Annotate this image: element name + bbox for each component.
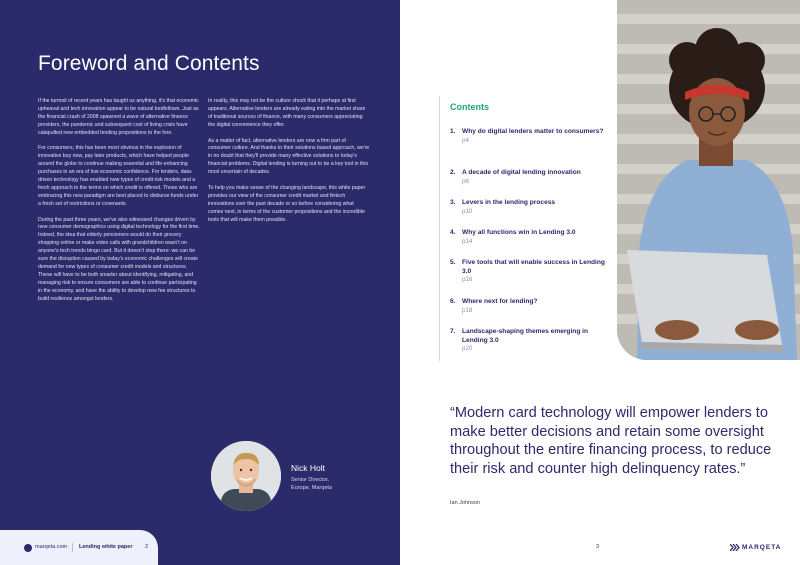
footer-site-link[interactable]: marqeta.com — [35, 544, 68, 550]
toc-number: 7. — [450, 328, 456, 335]
author-name: Nick Holt — [291, 463, 326, 473]
toc-heading: A decade of digital lending innovation — [462, 169, 581, 176]
toc-number: 2. — [450, 169, 456, 176]
author-role-line: Senior Director, — [291, 477, 329, 483]
toc-number: 4. — [450, 229, 456, 236]
toc-item[interactable] — [450, 259, 605, 285]
toc-item[interactable] — [450, 229, 605, 246]
toc-heading: Why do digital lenders matter to consumers? — [462, 128, 604, 135]
foreword-column-1 — [38, 98, 200, 311]
toc-page: p14 — [462, 237, 473, 245]
author-photo — [211, 441, 281, 511]
paragraph: In reality, this may not be the culture shock that it perhaps at first appears. Alternative lenders are already eating into the market share of traditional sources of finance, with many consumers appreciating the digital convenience they offer. — [208, 98, 366, 128]
footer-divider — [72, 543, 73, 552]
author-role — [291, 476, 381, 492]
toc-heading: Five tools that will enable success in Lending 3.0 — [462, 259, 605, 275]
right-page-number: 3 — [596, 544, 600, 550]
toc-item[interactable] — [450, 128, 605, 145]
toc-item[interactable] — [450, 169, 605, 186]
footer-document-title: Lending white paper — [79, 544, 133, 550]
paragraph: If the turmoil of recent years has taught us anything, it's that economic upheaval and tech innovation appear to be natural bedfellows. Just as the financial crash of 2008 spawned a wave of alternative finance providers, the pandemic and subsequent cost of living crisis have catapulted new embedded lending propositions to the fore. — [38, 98, 199, 136]
toc-page: p16 — [462, 276, 473, 284]
toc-heading: Why all functions win in Lending 3.0 — [462, 229, 576, 236]
left-page-number: 2 — [145, 544, 149, 550]
quote-author: Ian Johnson — [450, 500, 480, 506]
marqeta-logo-icon — [24, 544, 32, 552]
toc-number: 3. — [450, 199, 456, 206]
paragraph: To help you make sense of the changing landscape, this white paper provides our view of the consumer credit market and fintech innovations over the past decade or so before considering what comes next, in terms of the customer propositions and the incredible tools that will make them possible. — [208, 184, 366, 223]
toc-heading: Levers in the lending process — [462, 199, 556, 206]
toc-page: p6 — [462, 177, 469, 185]
hero-photo — [617, 0, 800, 360]
paragraph: During the past three years, we've also witnessed changes driven by new consumer demographics using digital technology for the first time. Indeed, the idea that elderly pensioners would do their grocery shopping online or make video calls with grandchildren wasn't on anyone's tech trends bingo card. But it doesn't stop there: we can be sure the disruption caused by today's economic challenges will create demand for new types of consumer credit models and structures. These will have to be both smarter about identifying, mitigating, and managing risk to ensure consumers are able to continue participating in the economy, and have the ability to develop new fee structures to build resilience amongst lenders. — [38, 216, 200, 302]
author-role-line: Europe, Marqeta — [291, 485, 332, 491]
marqeta-brand-mark-icon — [730, 544, 740, 551]
toc-heading: Where next for lending? — [462, 298, 538, 305]
toc-page: p20 — [462, 345, 473, 353]
toc-page: p10 — [462, 207, 473, 215]
marqeta-brand-logo — [730, 544, 781, 551]
toc-page: p4 — [462, 136, 469, 144]
toc-item[interactable] — [450, 199, 605, 216]
toc-page: p18 — [462, 306, 473, 314]
contents-title: Contents — [450, 102, 489, 112]
toc-number: 6. — [450, 298, 456, 305]
brand-name: MARQETA — [742, 544, 782, 552]
contents-divider — [439, 96, 440, 361]
paragraph: For consumers, this has been most obvious in the explosion of innovative buy now, pay later products, which have helped people around the globe to continue making essential and life-enhancing purchases in an era of low economic confidence. For lenders, data-driven technology has enabled new types of credit risk models and a fresh approach to the terms on which credit is offered. Those who are embracing this new paradigm are best placed to disburse funds under a fresh set of restrictions or covenants. — [38, 145, 199, 207]
toc-item[interactable] — [450, 328, 605, 354]
foreword-column-2 — [208, 98, 370, 232]
toc-item[interactable] — [450, 298, 605, 315]
paragraph: As a matter of fact, alternative lenders are now a firm part of consumer culture. And thanks to their solutions based approach, we're in no doubt that they'll provide many effective solutions to today's financial problems. Digital lending is turning out to be a key tool in this most uncertain of decades. — [208, 137, 370, 176]
toc-heading: Landscape-shaping themes emerging in Lending 3.0 — [462, 328, 589, 344]
page-title: Foreword and Contents — [38, 52, 260, 75]
toc-number: 5. — [450, 259, 456, 266]
pull-quote: “Modern card technology will empower lenders to make better decisions and retain some oversight throughout the entire financing process, to reduce their risk and counter high delinquency rates.” — [450, 405, 772, 477]
toc-number: 1. — [450, 128, 456, 135]
